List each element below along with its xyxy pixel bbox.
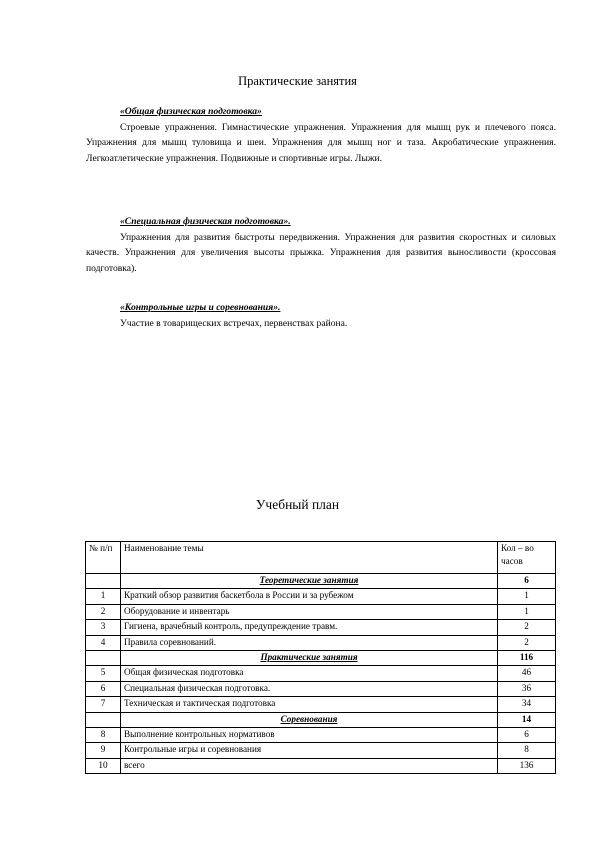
row-name-cell: Общая физическая подготовка (121, 666, 498, 681)
table-row (86, 697, 556, 712)
row-num-cell: 2 (86, 604, 121, 619)
table-row (86, 620, 556, 635)
header-hours: Кол – во часов (498, 542, 556, 574)
row-hours-cell: 8 (498, 743, 556, 758)
row-name-cell: Краткий обзор развития баскетбола в России и за рубежом (121, 589, 498, 604)
row-name-cell: Контрольные игры и соревнования (121, 743, 498, 758)
row-num-cell (86, 574, 121, 589)
row-hours-cell: 14 (498, 712, 556, 727)
row-hours-cell: 6 (498, 574, 556, 589)
row-num-cell: 9 (86, 743, 121, 758)
row-num-cell (86, 712, 121, 727)
section-text: Строевые упражнения. Гимнастические упражнения. Упражнения для мышц рук и плечевого пояса. Упражнения для мышц туловища и шеи. Упражнения для мышц ног и таза. Акробатические упражнения. Легкоатлетические упражнения. Подвижные и спортивные игры. Лыжи. (86, 121, 556, 164)
row-num-cell: 3 (86, 620, 121, 635)
group-name-cell: Практические занятия (121, 650, 498, 665)
section-text: Упражнения для развития быстроты передвижения. Упражнения для развития скоростных и силовых качеств. Упражнения для увеличения высоты прыжка. Упражнения для развития выносливости (кроссовая подготовка). (86, 231, 556, 274)
row-num-cell: 6 (86, 681, 121, 696)
header-num: № п/п (86, 542, 121, 574)
practice-title: Практические занятия (238, 74, 357, 88)
table-group-row (86, 650, 556, 665)
row-num-cell: 1 (86, 589, 121, 604)
section-special-physical (86, 214, 556, 276)
table-row (86, 758, 556, 773)
table-group-row (86, 574, 556, 589)
row-num-cell: 5 (86, 666, 121, 681)
table-row (86, 589, 556, 604)
section-title: «Общая физическая подготовка» (120, 106, 262, 117)
section-control-games (86, 300, 556, 331)
row-name-cell: Правила соревнований. (121, 635, 498, 650)
group-name-cell: Теоретические занятия (121, 574, 498, 589)
row-hours-cell: 34 (498, 697, 556, 712)
row-num-cell: 8 (86, 727, 121, 742)
section-text: Участие в товарищеских встречах, первенствах района. (120, 317, 348, 329)
row-num-cell: 4 (86, 635, 121, 650)
table-group-row (86, 712, 556, 727)
curriculum-table (85, 541, 556, 774)
table-row (86, 681, 556, 696)
row-hours-cell: 46 (498, 666, 556, 681)
row-name-cell: Оборудование и инвентарь (121, 604, 498, 619)
row-hours-cell: 6 (498, 727, 556, 742)
row-name-cell: Специальная физическая подготовка. (121, 681, 498, 696)
row-num-cell: 10 (86, 758, 121, 773)
row-hours-cell: 2 (498, 620, 556, 635)
header-name: Наименование темы (121, 542, 498, 574)
table-row (86, 635, 556, 650)
row-hours-cell: 136 (498, 758, 556, 773)
group-name-cell: Соревнования (121, 712, 498, 727)
table-row (86, 666, 556, 681)
section-general-physical (86, 104, 556, 166)
row-num-cell (86, 650, 121, 665)
row-name-cell: всего (121, 758, 498, 773)
table-row (86, 727, 556, 742)
table-row (86, 604, 556, 619)
row-name-cell: Выполнение контрольных нормативов (121, 727, 498, 742)
row-hours-cell: 1 (498, 604, 556, 619)
row-name-cell: Техническая и тактическая подготовка (121, 697, 498, 712)
table-row (86, 743, 556, 758)
row-name-cell: Гигиена, врачебный контроль, предупреждение травм. (121, 620, 498, 635)
section-title: «Контрольные игры и соревнования». (120, 302, 281, 313)
plan-title: Учебный план (255, 497, 340, 512)
row-hours-cell: 116 (498, 650, 556, 665)
row-hours-cell: 2 (498, 635, 556, 650)
section-title: «Специальная физическая подготовка». (120, 216, 291, 227)
row-num-cell: 7 (86, 697, 121, 712)
table-header-row (86, 542, 556, 574)
row-hours-cell: 36 (498, 681, 556, 696)
row-hours-cell: 1 (498, 589, 556, 604)
